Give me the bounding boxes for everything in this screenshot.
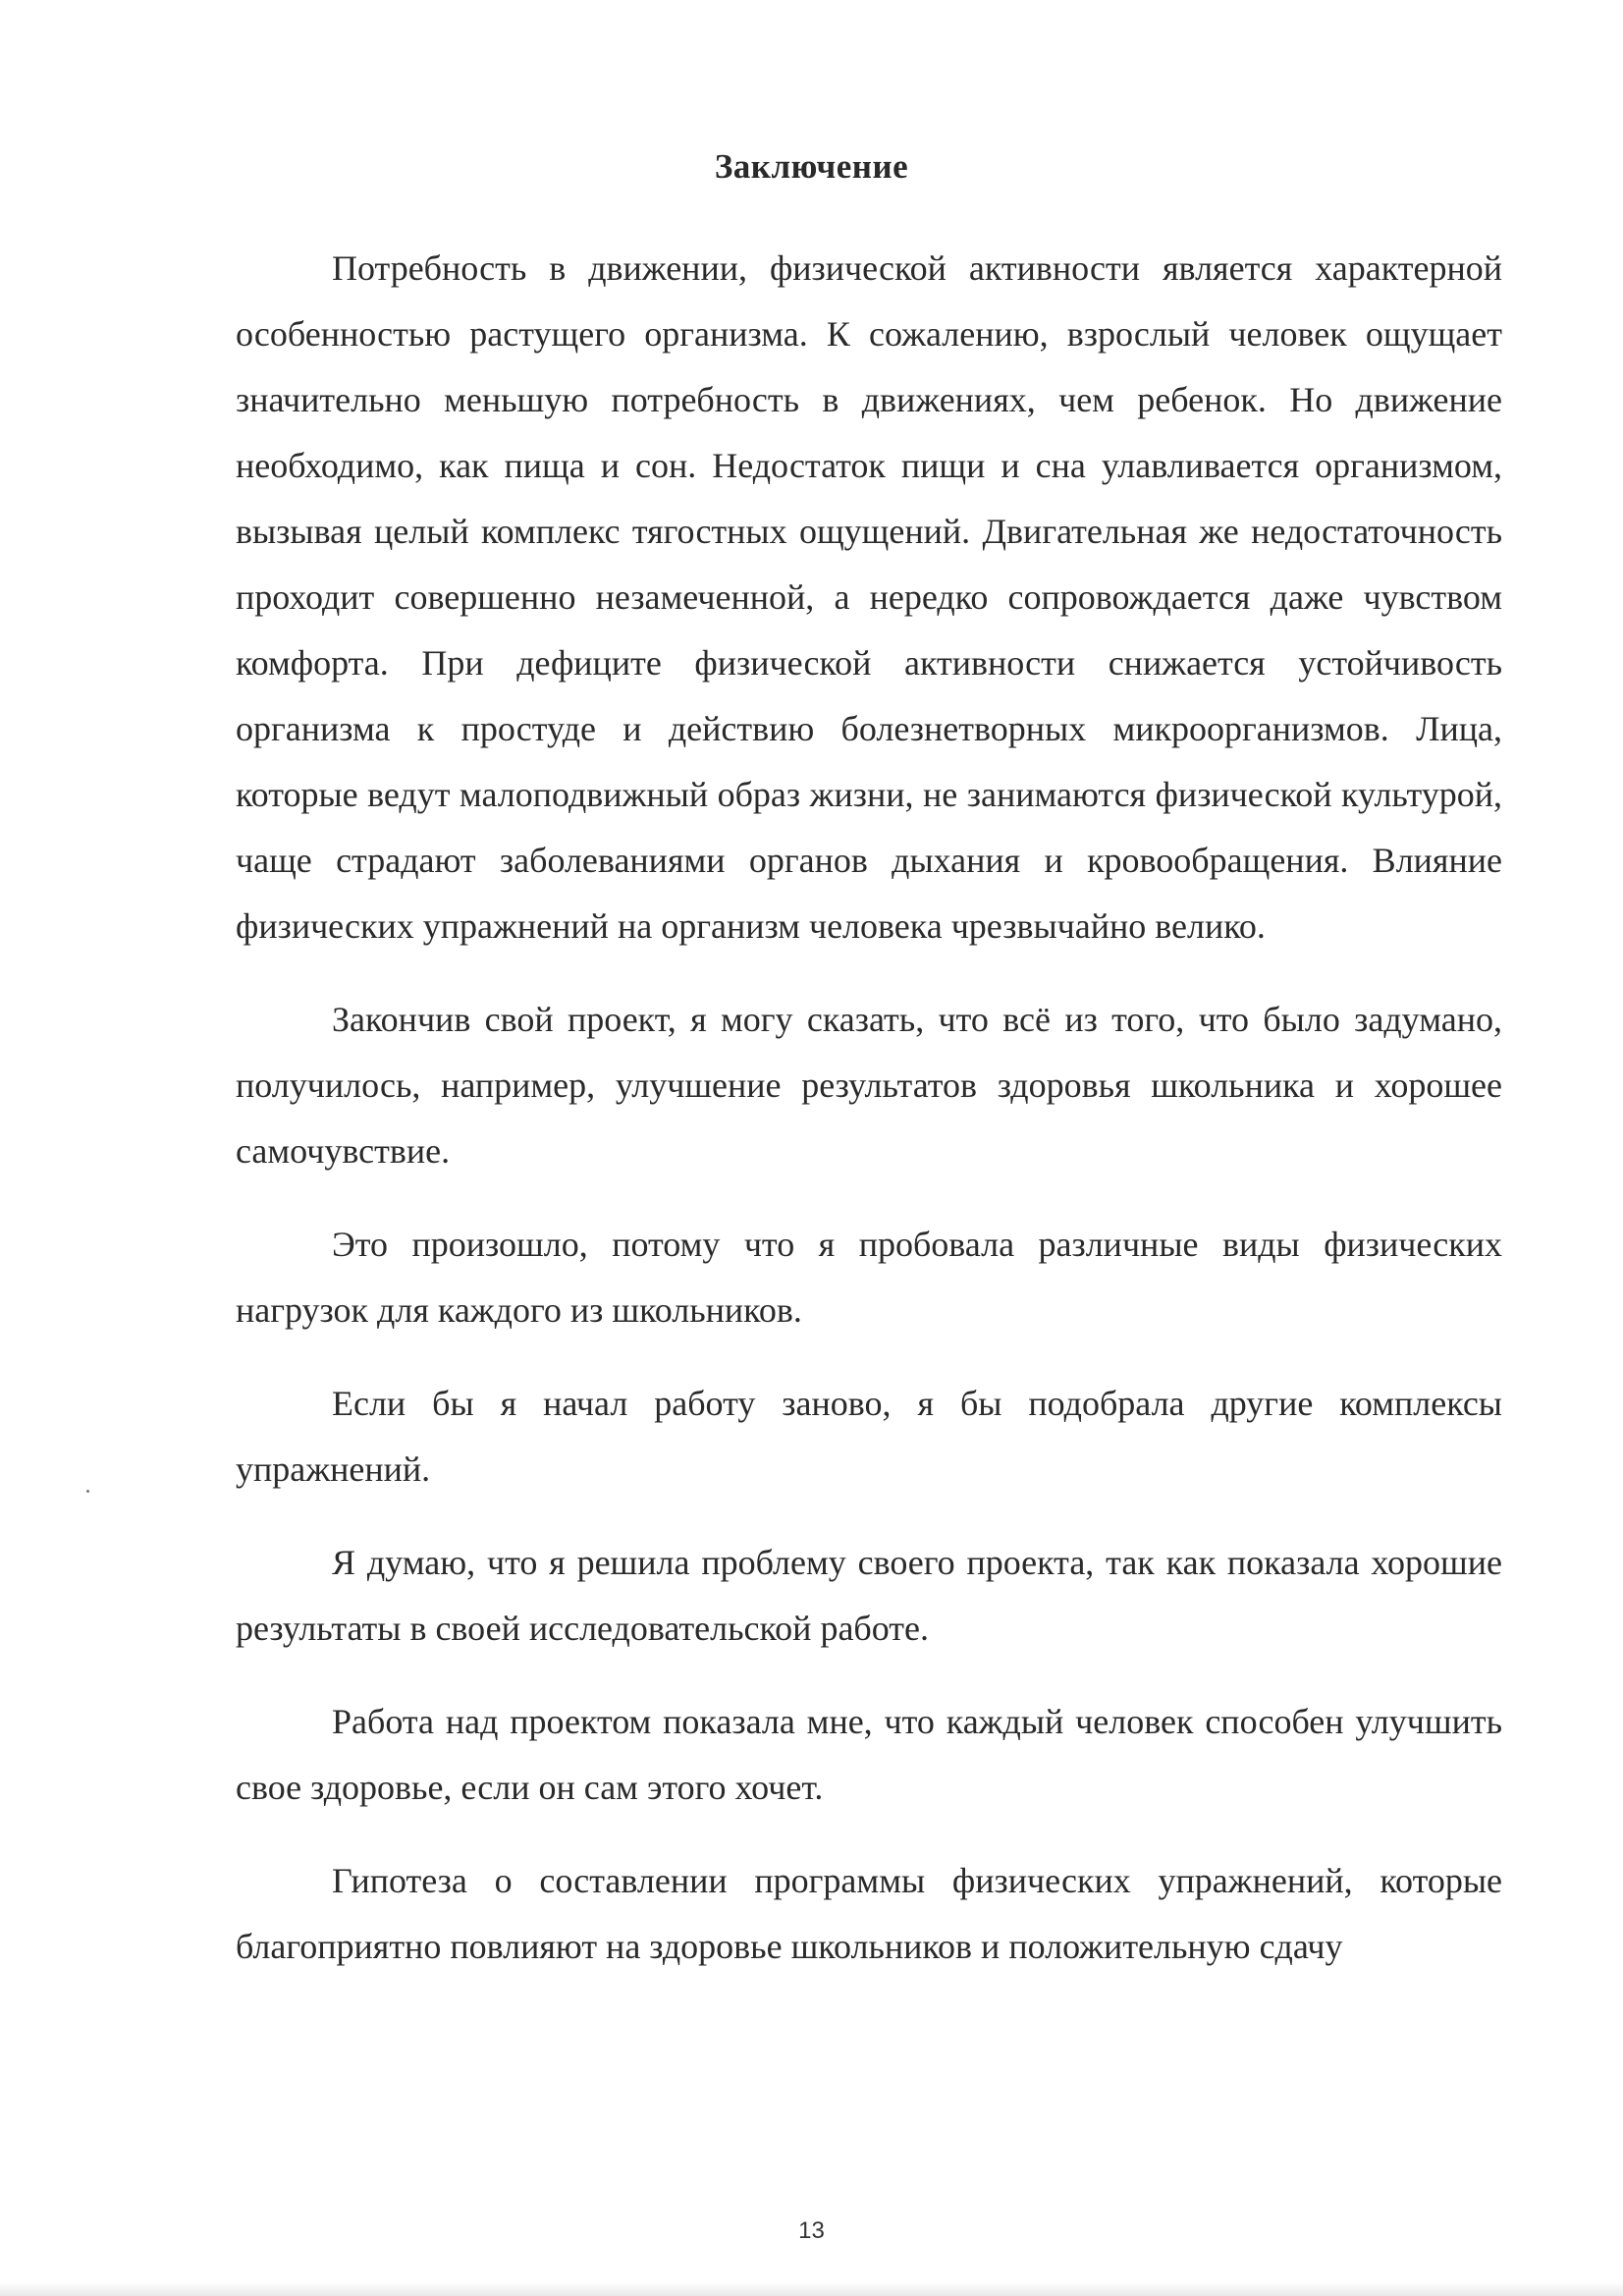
- paragraph-1: Потребность в движении, физической активности является характерной особенностью растущего организма. К сожалению, взрослый человек ощущает значительно меньшую потребность в движениях, чем ребенок. Но движение необходимо, как пища и сон. Недостаток пищи и сна улавливается организмом, вызывая целый комплекс тягостных ощущений. Двигательная же недостаточность проходит совершенно незамеченной, а нередко сопровождается даже чувством комфорта. При дефиците физической активности снижается устойчивость организма к простуде и действию болезнетворных микроорганизмов. Лица, которые ведут малоподвижный образ жизни, не занимаются физической культурой, чаще страдают заболеваниями органов дыхания и кровообращения. Влияние физических упражнений на организм человека чрезвычайно велико.: [236, 248, 1502, 946]
- paragraph-2: Закончив свой проект, я могу сказать, что всё из того, что было задумано, получилось, например, улучшение результатов здоровья школьника и хорошее самочувствие.: [236, 1000, 1502, 1171]
- scan-bottom-edge: [0, 2282, 1623, 2296]
- scan-artifact: [86, 1490, 89, 1493]
- paragraph-5: Я думаю, что я решила проблему своего проекта, так как показала хорошие результаты в своей исследовательской работе.: [236, 1543, 1502, 1648]
- page-number: 13: [798, 2217, 825, 2244]
- paragraph-4: Если бы я начал работу заново, я бы подобрала другие комплексы упражнений.: [236, 1384, 1502, 1489]
- body-text: [236, 236, 1502, 2007]
- paragraph-3: Это произошло, потому что я пробовала различные виды физических нагрузок для каждого из школьников.: [236, 1225, 1502, 1330]
- paragraph-6: Работа над проектом показала мне, что каждый человек способен улучшить свое здоровье, если он сам этого хочет.: [236, 1702, 1502, 1807]
- paragraph-7: Гипотеза о составлении программы физических упражнений, которые благоприятно повлияют на здоровье школьников и положительную сдачу: [236, 1861, 1502, 1966]
- section-title: Заключение: [714, 147, 909, 186]
